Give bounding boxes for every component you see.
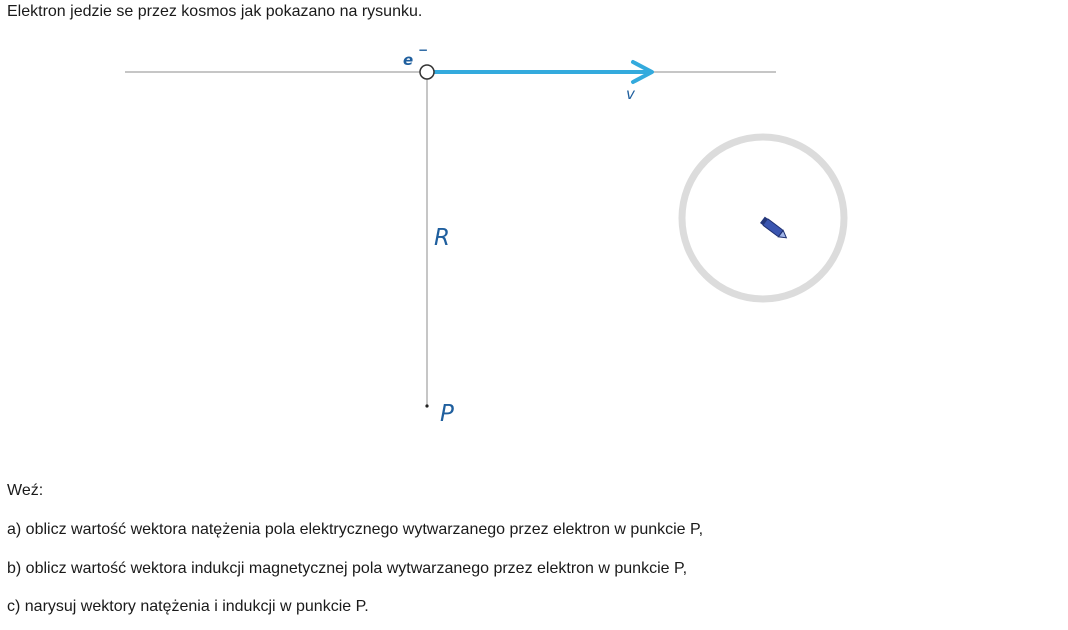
electron-marker [420, 65, 434, 79]
velocity-label: v [626, 85, 635, 103]
point-p-marker [425, 404, 428, 407]
point-label: P [440, 401, 454, 427]
electron-label: e [403, 51, 414, 69]
question-a: a) oblicz wartość wektora natężenia pola elektrycznego wytwarzanego przez elektron w punkcie P, [7, 521, 704, 538]
cursor-highlight-ring [682, 137, 844, 299]
question-b: b) oblicz wartość wektora indukcji magnetycznej pola wytwarzanego przez elektron w punkcie P, [7, 560, 688, 577]
distance-label: R [434, 225, 450, 251]
electron-charge-label: − [418, 43, 429, 57]
intro-text: Elektron jedzie se przez kosmos jak pokazano na rysunku. [7, 3, 423, 20]
pen-cursor-icon [760, 217, 789, 241]
prompt-text: Weź: [7, 482, 44, 499]
question-c: c) narysuj wektory natężenia i indukcji w punkcie P. [7, 598, 369, 615]
